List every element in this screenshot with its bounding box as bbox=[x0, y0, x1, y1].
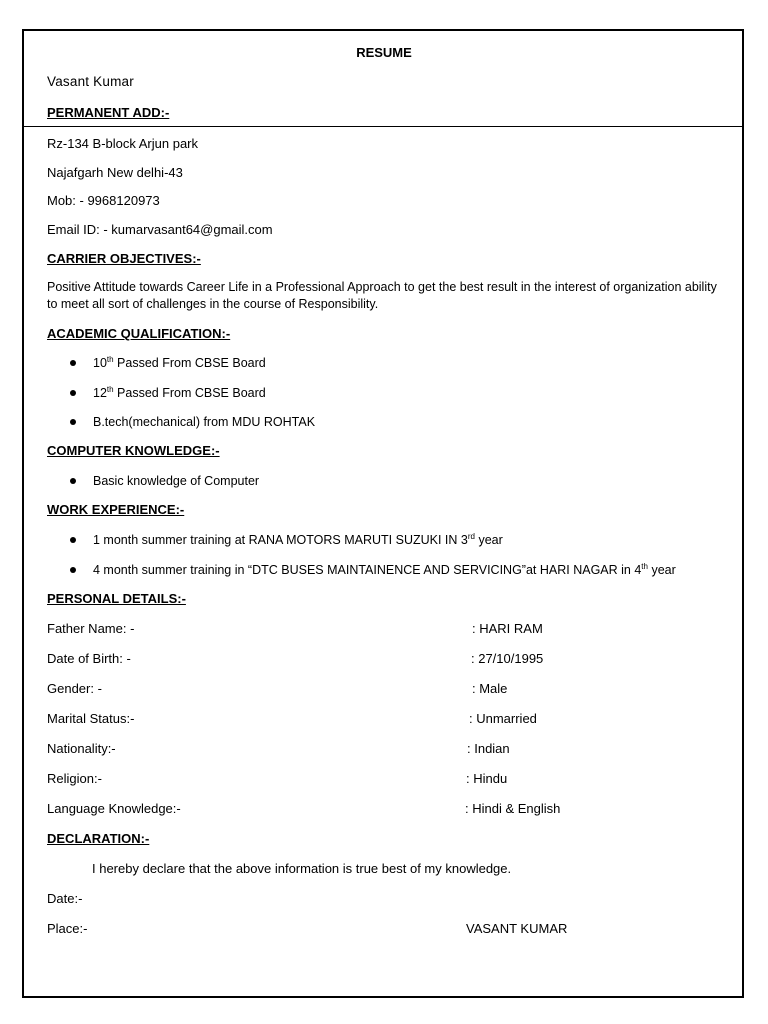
computer-item: Basic knowledge of Computer bbox=[70, 473, 259, 489]
address-line-2: Najafgarh New delhi-43 bbox=[47, 165, 183, 180]
gender-value: : Male bbox=[472, 681, 508, 696]
father-name-label: Father Name: - bbox=[47, 621, 135, 636]
personal-details-heading: PERSONAL DETAILS:- bbox=[47, 591, 186, 606]
place-label: Place:- bbox=[47, 921, 88, 936]
applicant-name: Vasant Kumar bbox=[47, 74, 134, 89]
bullet-icon bbox=[70, 390, 76, 396]
bullet-icon bbox=[70, 567, 76, 573]
dob-label: Date of Birth: - bbox=[47, 651, 131, 666]
resume-title: RESUME bbox=[356, 45, 412, 60]
mobile-number: Mob: - 9968120973 bbox=[47, 193, 160, 208]
religion-value: : Hindu bbox=[466, 771, 508, 786]
bullet-icon bbox=[70, 360, 76, 366]
gender-label: Gender: - bbox=[47, 681, 102, 696]
section-divider bbox=[24, 126, 742, 127]
marital-status-label: Marital Status:- bbox=[47, 711, 135, 726]
declaration-heading: DECLARATION:- bbox=[47, 831, 150, 846]
dob-value: : 27/10/1995 bbox=[471, 651, 544, 666]
work-experience-heading: WORK EXPERIENCE:- bbox=[47, 502, 185, 517]
nationality-label: Nationality:- bbox=[47, 741, 116, 756]
language-label: Language Knowledge:- bbox=[47, 801, 181, 816]
computer-knowledge-heading: COMPUTER KNOWLEDGE:- bbox=[47, 443, 220, 458]
bullet-icon bbox=[70, 478, 76, 484]
father-name-value: : HARI RAM bbox=[472, 621, 543, 636]
permanent-address-heading: PERMANENT ADD:- bbox=[47, 105, 170, 120]
address-line-1: Rz-134 B-block Arjun park bbox=[47, 136, 199, 151]
work-item: 1 month summer training at RANA MOTORS MARUTI SUZUKI IN 3rd year bbox=[70, 532, 503, 548]
bullet-icon bbox=[70, 537, 76, 543]
work-item: 4 month summer training in “DTC BUSES MAINTAINENCE AND SERVICING”at HARI NAGAR in 4th year bbox=[70, 562, 676, 578]
declaration-text: I hereby declare that the above information is true best of my knowledge. bbox=[92, 861, 512, 876]
academic-item: 10th Passed From CBSE Board bbox=[70, 355, 266, 371]
academic-item: 12th Passed From CBSE Board bbox=[70, 385, 266, 401]
marital-status-value: : Unmarried bbox=[469, 711, 537, 726]
bullet-icon bbox=[70, 419, 76, 425]
religion-label: Religion:- bbox=[47, 771, 102, 786]
academic-heading: ACADEMIC QUALIFICATION:- bbox=[47, 326, 231, 341]
date-label: Date:- bbox=[47, 891, 83, 906]
nationality-value: : Indian bbox=[467, 741, 510, 756]
language-value: : Hindi & English bbox=[465, 801, 561, 816]
academic-item: B.tech(mechanical) from MDU ROHTAK bbox=[70, 414, 315, 430]
signature-name: VASANT KUMAR bbox=[466, 921, 568, 936]
career-objectives-heading: CARRIER OBJECTIVES:- bbox=[47, 251, 201, 266]
email-id: Email ID: - kumarvasant64@gmail.com bbox=[47, 222, 273, 237]
career-objectives-text: Positive Attitude towards Career Life in a Professional Approach to get the best result in the interest of organization ability to meet all sort of challenges in the course of Responsibility. bbox=[47, 280, 717, 311]
